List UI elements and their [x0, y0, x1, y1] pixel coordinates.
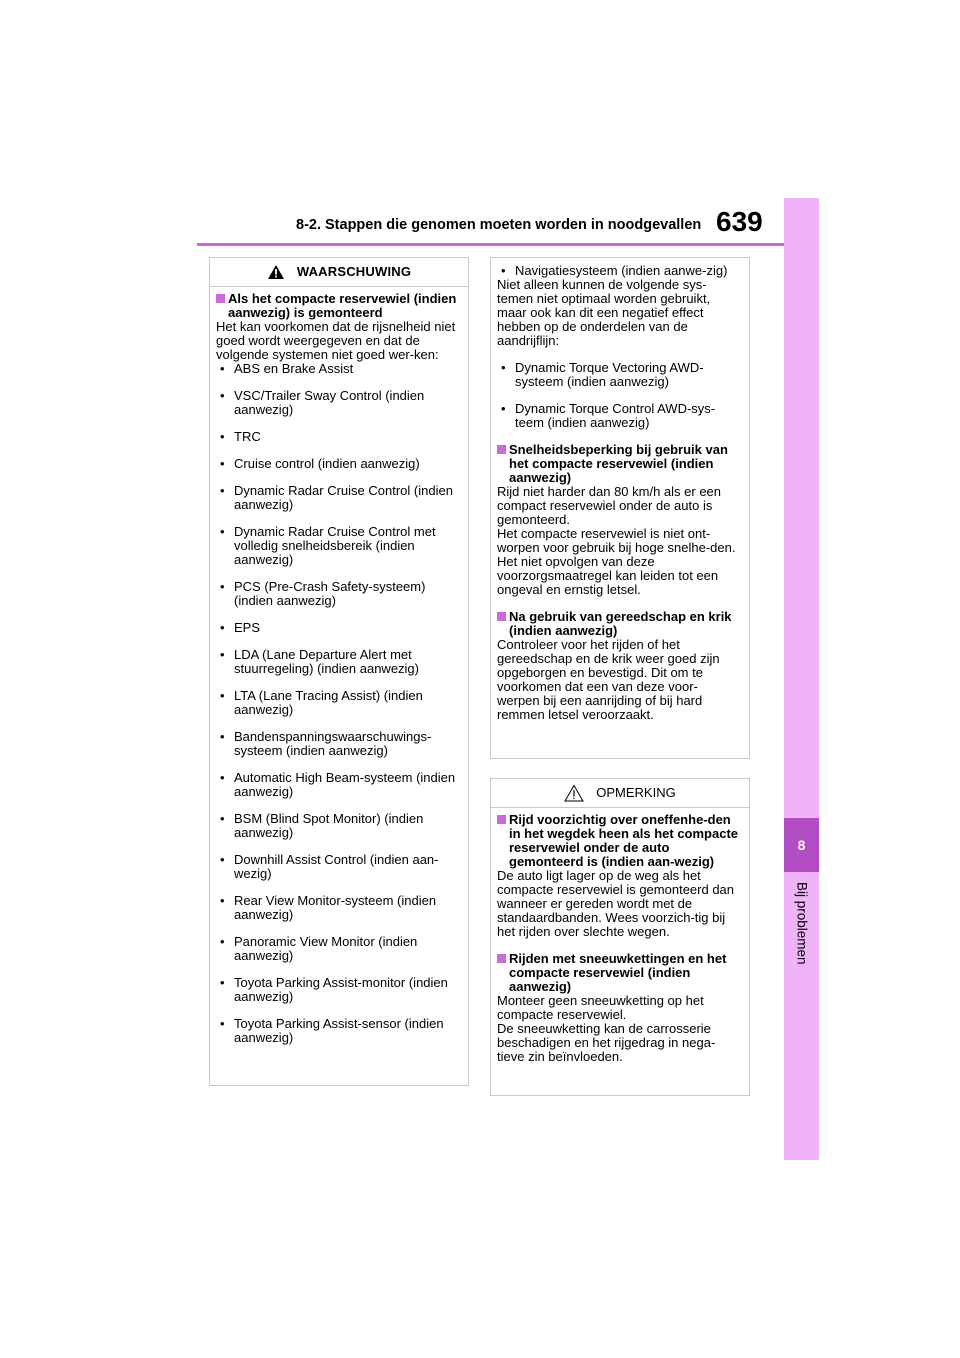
warning-box-header [210, 258, 468, 287]
chapter-side-tab [784, 198, 819, 1160]
list-item: • LTA (Lane Tracing Assist) (indien aanwezig) [220, 688, 423, 717]
list-item: • Navigatiesysteem (indien aanwe-zig) [501, 263, 728, 278]
list-item: • Bandenspanningswaarschuwings-systeem (indien aanwezig) [220, 729, 432, 758]
list-item: • Dynamic Radar Cruise Control (indien aanwezig) [220, 483, 453, 512]
note-heading-2: Rijden met sneeuwkettingen en het compacte reservewiel (indien aanwezig) [497, 952, 739, 994]
square-bullet-icon [497, 445, 506, 454]
square-bullet-icon [216, 294, 225, 303]
section-title: 8-2. Stappen die genomen moeten worden in noodgevallen [296, 217, 702, 233]
list-item: • Toyota Parking Assist-sensor (indien aanwezig) [220, 1016, 444, 1045]
caution-triangle-icon [564, 784, 584, 802]
paragraph: Monteer geen sneeuwketting op het compacte reservewiel. [497, 993, 704, 1022]
warning-continued-box [490, 257, 750, 759]
paragraph: Niet alleen kunnen de volgende sys-temen niet optimaal worden gebruikt, maar ook kan dit een negatief effect hebben op de onderdelen van de aandrijflijn: [497, 277, 711, 348]
list-item: • Panoramic View Monitor (indien aanwezig) [220, 934, 418, 963]
tools-heading: Na gebruik van gereedschap en krik (indien aanwezig) [497, 610, 739, 638]
warning-intro: Het kan voorkomen dat de rijsnelheid niet goed wordt weergegeven en dat de volgende systemen niet goed wer-ken: [216, 319, 456, 362]
warning-box [209, 257, 469, 1086]
note-heading-1: Rijd voorzichtig over oneffenhe-den in het wegdek heen als het compacte reservewiel onder de auto gemonteerd is (indien aan-wezig) [497, 813, 739, 869]
paragraph: De sneeuwketting kan de carrosserie beschadigen en het rijgedrag in nega-tieve zin beïnvloeden. [497, 1021, 716, 1064]
list-item: • Dynamic Torque Vectoring AWD-systeem (indien aanwezig) [501, 360, 704, 389]
paragraph: Het compacte reservewiel is niet ont-worpen voor gebruik bij hoge snelhe-den. Het niet opvolgen van deze voorzorgsmaatregel kan leiden tot een ongeval en ernstig letsel. [497, 526, 736, 597]
list-item: • Dynamic Radar Cruise Control met volledig snelheidsbereik (indien aanwezig) [220, 524, 436, 567]
square-bullet-icon [497, 612, 506, 621]
note-label: OPMERKING [596, 785, 676, 800]
warning-label: WAARSCHUWING [296, 264, 412, 279]
paragraph: Rijd niet harder dan 80 km/h als er een compact reservewiel onder de auto is gemonteerd. [497, 484, 722, 527]
list-item: • Toyota Parking Assist-monitor (indien aanwezig) [220, 975, 448, 1004]
note-box-header [491, 779, 749, 808]
list-item: • LDA (Lane Departure Alert met stuurregeling) (indien aanwezig) [220, 647, 419, 676]
list-item: • Downhill Assist Control (indien aan-wezig) [220, 852, 439, 881]
speed-limit-heading: Snelheidsbeperking bij gebruik van het compacte reservewiel (indien aanwezig) [497, 443, 739, 485]
list-item: • Cruise control (indien aanwezig) [220, 456, 420, 471]
chapter-label-container [784, 882, 819, 1002]
list-item: • EPS [220, 620, 261, 635]
square-bullet-icon [497, 954, 506, 963]
paragraph: Controleer voor het rijden of het gereedschap en de krik weer goed zijn opgeborgen en bevestigd. Dit om te voorkomen dat een van deze voor-werpen bij een aanrijding of bij hard remmen letsel veroorzaakt. [497, 637, 720, 722]
list-item: • ABS en Brake Assist [220, 361, 354, 376]
chapter-number: 8 [784, 818, 819, 872]
list-item: • BSM (Blind Spot Monitor) (indien aanwezig) [220, 811, 424, 840]
paragraph: De auto ligt lager op de weg als het compacte reservewiel is gemonteerd dan wanneer er gereden wordt met de standaardbanden. Wees voorzich-tig bij het rijden over slechte wegen. [497, 868, 735, 939]
chapter-label: Bij problemen [794, 882, 809, 965]
square-bullet-icon [497, 815, 506, 824]
list-item: • VSC/Trailer Sway Control (indien aanwezig) [220, 388, 425, 417]
list-item: • Rear View Monitor-systeem (indien aanwezig) [220, 893, 437, 922]
warning-triangle-icon [267, 264, 285, 280]
warning-heading: Als het compacte reservewiel (indien aanwezig) is gemonteerd [216, 292, 458, 320]
list-item: • PCS (Pre-Crash Safety-systeem) (indien aanwezig) [220, 579, 426, 608]
warning-system-list [216, 362, 458, 1045]
page-number: 639 [716, 206, 763, 237]
note-box [490, 778, 750, 1096]
list-item: • Automatic High Beam-systeem (indien aanwezig) [220, 770, 456, 799]
list-item: • Dynamic Torque Control AWD-sys-teem (indien aanwezig) [501, 401, 716, 430]
list-item: • TRC [220, 429, 261, 444]
header-divider [197, 243, 785, 246]
